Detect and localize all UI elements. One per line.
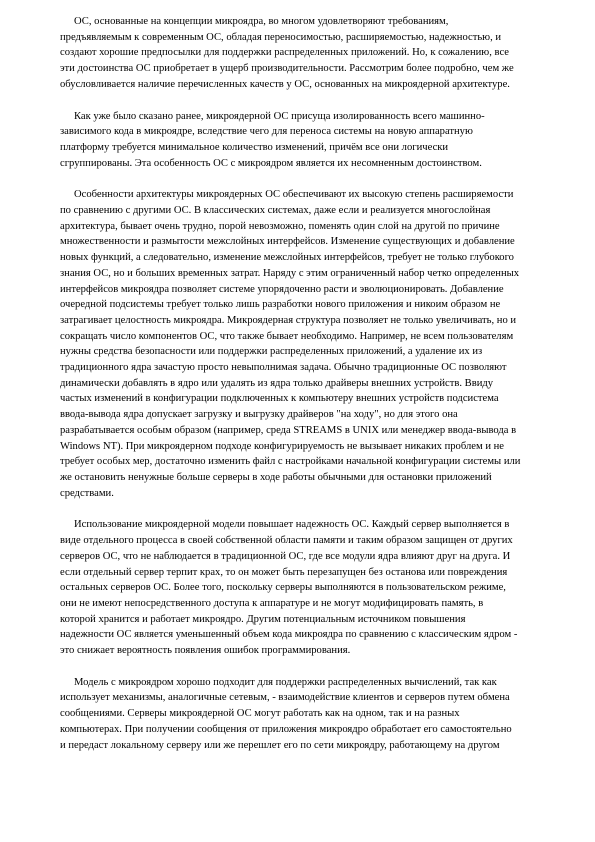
text-line: затрагивает целостность микроядра. Микроядерная структура позволяет не только увеличивать, но и <box>60 314 517 326</box>
text-line: интерфейсов микроядра позволяет системе упорядоченно расти и эволюционировать. Добавление <box>60 283 504 295</box>
text-line: надежности ОС является уменьшенный объем кода микроядра по сравнению с классическим ядром - <box>60 629 518 641</box>
text-line: и передаст локальному серверу или же перешлет его по сети микроядру, работающему на другом <box>60 739 500 751</box>
text-line: предъявляемым к современным ОС, обладая переносимостью, расширяемостью, надежностью, и <box>60 31 502 43</box>
text-line: эти достоинства ОС приобретает в ущерб производительности. Рассмотрим более подробно, чем же <box>60 63 514 75</box>
paragraph <box>60 675 547 754</box>
text-line: Как уже было сказано ранее, микроядерной ОС присуща изолированность всего машинно- <box>74 110 485 122</box>
text-line: которой хранится и работает микроядро. Другим потенциальным источником повышения <box>60 613 466 625</box>
text-line: ввода-вывода ядра допускает загрузку и выгрузку драйверов "на ходу", но для этого она <box>60 409 458 421</box>
text-line: множественности и размытости межслойных интерфейсов. Изменение существующих и добавление <box>60 236 515 248</box>
text-line: остальных серверов ОС. Более того, поскольку серверы выполняются в пользовательском режиме, <box>60 582 506 594</box>
text-line: если отдельный сервер терпит крах, то он может быть перезапущен без останова или повреждения <box>60 566 508 578</box>
text-line: Использование микроядерной модели повышает надежность ОС. Каждый сервер выполняется в <box>74 519 510 531</box>
text-line: обусловливается наличие перечисленных качеств у ОС, основанных на микроядерной архитектуре. <box>60 78 510 90</box>
text-line: создают хорошие предпосылки для поддержки распределенных приложений. Но, к сожалению, все <box>60 47 509 59</box>
text-line: архитектура, бывает очень трудно, порой невозможно, поменять один слой на другой по причине <box>60 220 500 232</box>
text-line: использует механизмы, аналогичные сетевым, - взаимодействие клиентов и серверов путем обмена <box>60 692 510 704</box>
text-line: Особенности архитектуры микроядерных ОС обеспечивают их высокую степень расширяемости <box>74 189 514 201</box>
text-line: требует особых мер, достаточно изменить файл с настройками начальной конфигурации системы или <box>60 456 521 468</box>
text-line: ОС, основанные на концепции микроядра, во многом удовлетворяют требованиям, <box>74 16 449 27</box>
text-line: сгруппированы. Эта особенность ОС с микроядром является их несомненным достоинством. <box>60 157 482 169</box>
text-line: частых изменений в конфигурации подключенных к компьютеру внешних устройств подсистема <box>60 393 499 405</box>
text-line: новых функций, а следовательно, изменение межслойных интерфейсов, требует не только глубокого <box>60 252 514 264</box>
text-line: они не имеют непосредственного доступа к аппаратуре и не могут модифицировать память, в <box>60 597 484 609</box>
text-line: платформу требуется минимальное количество изменений, причём все они логически <box>60 141 449 153</box>
text-line: знания ОС, но и больших временных затрат. Наряду с этим ограниченный набор четко определенных <box>60 267 520 279</box>
paragraph <box>60 187 547 501</box>
paragraph <box>60 14 547 93</box>
text-line: средствами. <box>60 487 114 499</box>
text-line: Windows NT). При микроядерном подходе конфигурируемость не вызывает никаких проблем и не <box>60 440 505 452</box>
text-line: компьютерах. При получении сообщения от приложения микроядро обработает его самостоятельно <box>60 723 512 735</box>
text-line: Модель с микроядром хорошо подходит для поддержки распределенных вычислений, так как <box>74 676 497 688</box>
text-line: нужны средства безопасности или поддержки распределенных приложений, а удаление их из <box>60 346 483 358</box>
text-line: сообщениями. Серверы микроядерной ОС могут работать как на одном, так и на разных <box>60 708 460 720</box>
text-line: сокращать число компонентов ОС, что также бывает необходимо. Например, не всем пользователям <box>60 330 514 342</box>
paragraph <box>60 517 547 658</box>
text-line: виде отдельного процесса в своей собственной области памяти и таким образом защищен от других <box>60 535 513 547</box>
text-line: это снижает вероятность появления ошибок программирования. <box>60 645 351 657</box>
text-line: традиционного ядра зачастую просто невыполнимая задача. Обычно традиционные ОС позволяют <box>60 362 507 374</box>
paragraph <box>60 109 547 172</box>
text-line: зависимого кода в микроядре, вследствие чего для переноса системы на новую аппаратную <box>60 126 473 138</box>
text-line: серверов ОС, что не наблюдается в традиционной ОС, где все модули ядра влияют друг на друга. И <box>60 550 511 562</box>
text-line: очередной подсистемы требует только лишь разработки нового приложения и никоим образом не <box>60 299 501 311</box>
text-line: разрабатывается особым образом (например, среда STREAMS в UNIX или менеджер ввода-вывода в <box>60 424 517 436</box>
text-line: по сравнению с другими ОС. В классических системах, даже если и реализуется многослойная <box>60 205 491 217</box>
text-line: динамически добавлять в ядро или удалять из ядра только драйверы внешних устройств. Ввиду <box>60 377 494 389</box>
text-line: же остановить ненужные больше серверы в ходе работы обычными для остановки приложений <box>60 471 492 483</box>
document-body <box>60 14 547 753</box>
